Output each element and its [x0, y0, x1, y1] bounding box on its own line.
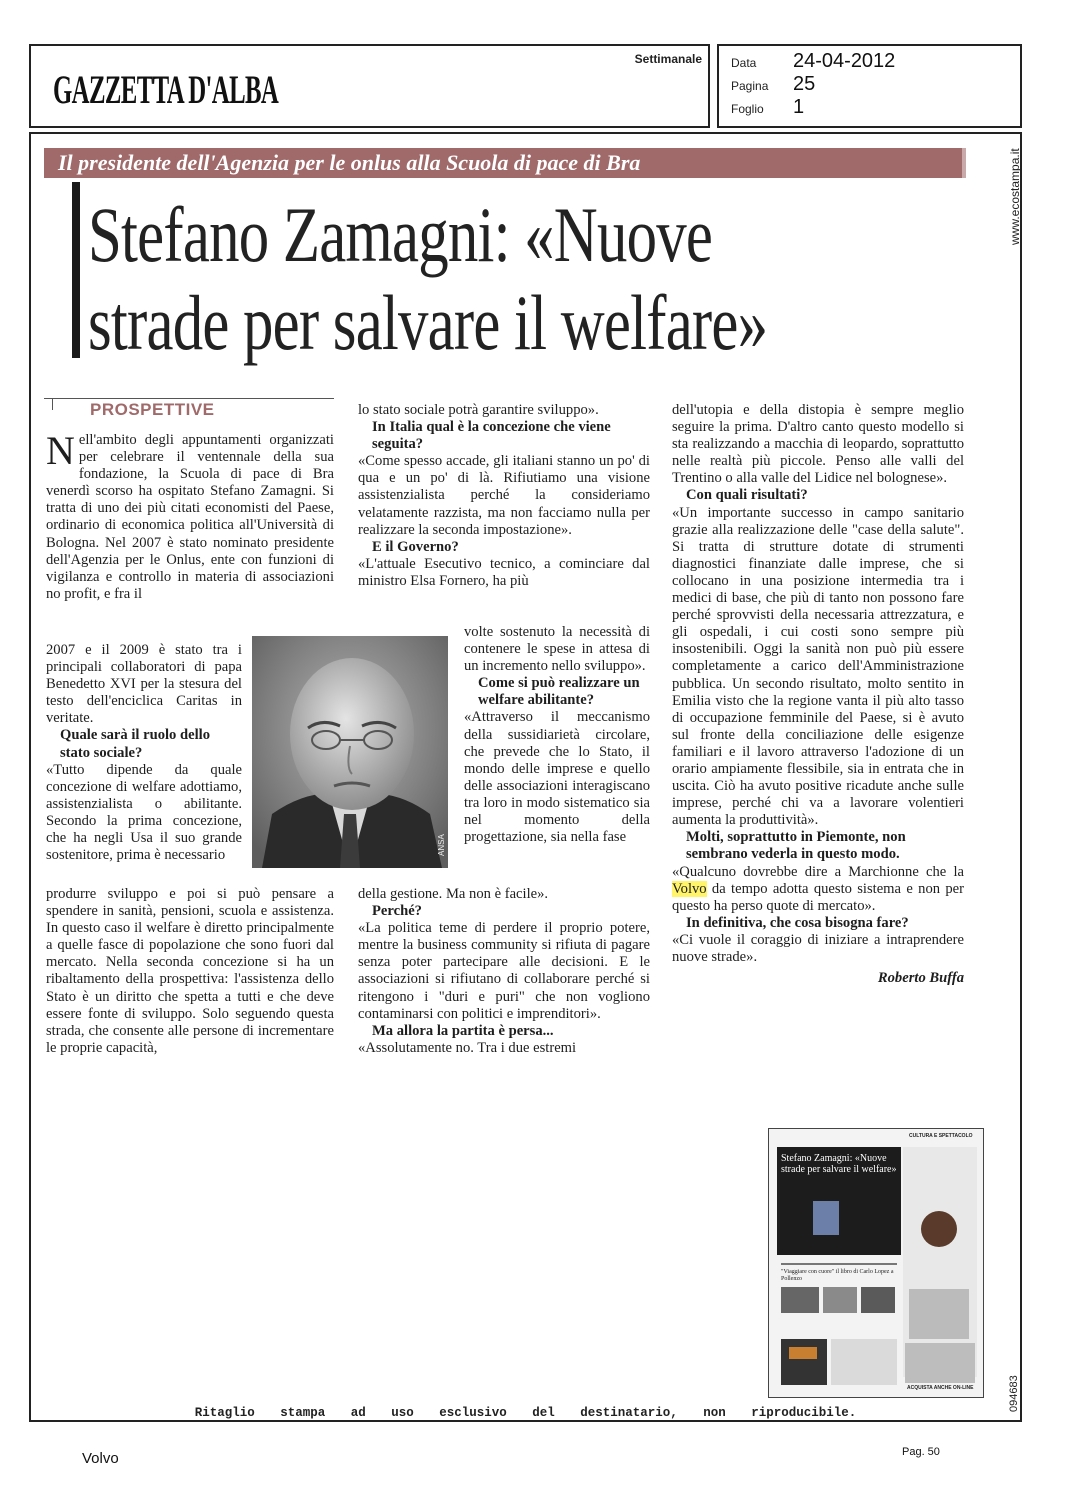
question-1: Quale sarà il ruolo dello stato sociale?: [60, 727, 210, 761]
thumb-footer-text: ACQUISTA ANCHE ON-LINE: [907, 1385, 974, 1391]
question-9: In definitiva, che cosa bisogna fare?: [686, 914, 909, 931]
footer-keyword: Volvo: [82, 1450, 119, 1467]
column-1-narrow: [46, 642, 242, 864]
frequency-label: Settimanale: [634, 52, 702, 66]
answer-2: «Come spesso accade, gli italiani stanno un po' di qua e un po' di là. Rifiutiamo una visione assistenzialista perché la consideriamo velatamente razzista, ma non facciamo nulla per realizzare la seconda impostazione».: [358, 453, 650, 538]
headline-line-1: Stefano Zamagni: «Nuove: [88, 191, 713, 278]
question-5: Perché?: [372, 903, 422, 920]
newspaper-logo: GAZZETTA D'ALBA: [53, 67, 279, 112]
lead-paragraph-cont: 2007 e il 2009 è stato tra i principali collaboratori di papa Benedetto XVI per la stesura del testo dell'enciclica Caritas in veritate.: [46, 642, 242, 727]
question-3: E il Governo?: [372, 538, 459, 555]
keyword-highlight: Volvo: [672, 880, 707, 897]
column-1-bottom: [46, 886, 334, 1057]
answer-9: «Ci vuole il coraggio di iniziare a intraprendere nuove strade».: [672, 931, 964, 965]
portrait-photo: [252, 636, 448, 868]
section-tick: [52, 398, 53, 410]
answer-1c: lo stato sociale potrà garantire sviluppo».: [358, 402, 599, 418]
kicker-bar: [44, 148, 966, 178]
answer-1b: produrre sviluppo e poi si può pensare a spendere in sanità, pensioni, scuola e assistenza. In questo caso il welfare è diretto principalmente a quelle fasce di popolazione che sono fuori dal mercato. Nella seconda concezione si ha un ribaltamento della prospettiva: l'assistenza dello Stato è un diritto che spetta a tutti e che deve essere fonte di sviluppo. Solo seguendo questa strada, che consente alle persone di incrementare le proprie capacità,: [46, 886, 334, 1056]
thumb-headline: Stefano Zamagni: «Nuove strade per salvare il welfare»: [781, 1153, 897, 1175]
answer-5: «La politica teme di perdere il proprio potere, mentre la business community si rifiuta di pagare senza poter partecipare alle decisioni. E le associazioni si rifiutano di collaborare perché si ritengono i "duri e puri" che non vogliono contaminarsi con politici e imprenditori».: [358, 920, 650, 1022]
page-thumbnail: [768, 1128, 984, 1398]
answer-3b: volte sostenuto la necessità di contenere le spese in attesa di un incremento nello sviluppo».: [464, 624, 650, 675]
column-2-bottom: [358, 886, 650, 1057]
answer-6a: «Assolutamente no. Tra i due estremi: [358, 1039, 577, 1056]
drop-cap: N: [46, 428, 75, 473]
clip-code-vertical: 094683: [1008, 1375, 1020, 1412]
section-rule: [44, 398, 334, 399]
answer-7: «Un importante successo in campo sanitario grazie alla realizzazione delle "case della salute". Si tratta di strutture dotate di strumenti diagnostici finanziate dalle imprese, che si collocano in una posizione intermedia tra i medici di base, che più di tanto non possono fare perché sprovvisti della necessaria attrezzatura, e gli ospedali, i cui costi sono sempre più insostenibili. Oggi la sanità non può più essere completamente a carico dell'Amministrazione pubblica. Un secondo risultato, molto sentito in Emilia visto che la regione vanta il più alto tasso di occupazione femminile del Paese, si è avuto sul fronte della conciliazione delle esigenze familiari e il lavoro attraverso l'adozione di un orario ampiamente flessibile, sia in entrata che in uscita. Ciò ha avuto positive ricadute anche sulle imprese, perché chi va a lavorare volentieri aumenta la produttività».: [672, 504, 964, 829]
question-4: Come si può realizzare un welfare abilitante?: [478, 675, 640, 709]
footer-page-number: Pag. 50: [902, 1446, 940, 1458]
headline-line-2: strade per salvare il welfare»: [88, 279, 768, 366]
sheet-label: Foglio: [731, 102, 764, 116]
page-label: Pagina: [731, 79, 769, 93]
answer-4b: della gestione. Ma non è facile».: [358, 886, 549, 902]
column-2: [358, 402, 650, 590]
lead-paragraph: Nell'ambito degli appuntamenti organizzati per celebrare il ventennale della sua fondazione, la Scuola di pace di Bra venerdì scorso ha ospitato Stefano Zamagni. Si tratta di uno dei più citati economisti del Paese, ordinario di economica politica all'Università di Bologna. Nel 2007 è stato nominato presidente dell'Agenzia per le Onlus, ente con funzioni di vigilanza e controllo in materia di associazioni no profit, e fra il: [46, 428, 334, 602]
answer-8: «Qualcuno dovrebbe dire a Marchionne che la Volvo da tempo adotta questo sistema e non per questo ha perso quote di mercato».: [672, 863, 964, 914]
title-rule: [72, 182, 80, 358]
section-label: PROSPETTIVE: [90, 400, 215, 419]
answer-4a: «Attraverso il meccanismo della sussidiarietà circolare, che prevede che lo Stato, il mondo delle imprese e quello delle associazioni interagiscano tra loro in modo sistematico sia nel momento della progettazione, sia nella fase: [464, 709, 650, 846]
answer-1a: «Tutto dipende da quale concezione di welfare adottiamo, assistenzialista o abilitante. Secondo la prima concezione, che ha negli Usa il suo grande sostenitore, prima è necessario: [46, 761, 242, 864]
document-header: [29, 44, 1022, 130]
site-url-vertical: www.ecostampa.it: [1008, 148, 1022, 245]
meta-box: [717, 44, 1022, 128]
portrait-image: [252, 636, 448, 868]
question-7: Con quali risultati?: [686, 487, 808, 504]
thumb-headline-2: "Viaggiare con cuore" il libro di Carlo Lopez a Pollenzo: [781, 1269, 894, 1282]
author-byline: Roberto Buffa: [877, 970, 964, 987]
answer-6b: dell'utopia e della distopia è sempre meglio seguire la prima. D'altro canto questo modello si sta realizzando a macchia di leopardo, soprattutto nelle realtà più piccole. Penso alle valli del Trentino o alla valle del Lidice nel bolognese».: [672, 402, 964, 487]
answer-3a: «L'attuale Esecutivo tecnico, a cominciare dal ministro Elsa Fornero, ha più: [358, 555, 650, 589]
date-label: Data: [731, 56, 757, 70]
date-value: 24-04-2012: [793, 50, 896, 72]
logo-box: [29, 44, 710, 128]
kicker-text: Il presidente dell'Agenzia per le onlus alla Scuola di pace di Bra: [58, 150, 641, 175]
question-2: In Italia qual è la concezione che viene seguita?: [372, 419, 611, 453]
disclaimer: Ritaglio stampa ad uso esclusivo del destinatario, non riproducibile.: [194, 1406, 857, 1420]
column-3: [672, 402, 964, 987]
column-2-narrow: [464, 624, 650, 846]
question-6: Ma allora la partita è persa...: [372, 1022, 554, 1039]
column-1: [46, 428, 334, 603]
thumb-section-label: CULTURA E SPETTACOLO: [909, 1133, 973, 1139]
page-value: 25: [793, 73, 816, 95]
sheet-value: 1: [793, 96, 805, 118]
question-8: Molti, soprattutto in Piemonte, non sembrano vederla in questo modo.: [686, 829, 906, 863]
photo-credit: ANSA: [437, 834, 446, 856]
